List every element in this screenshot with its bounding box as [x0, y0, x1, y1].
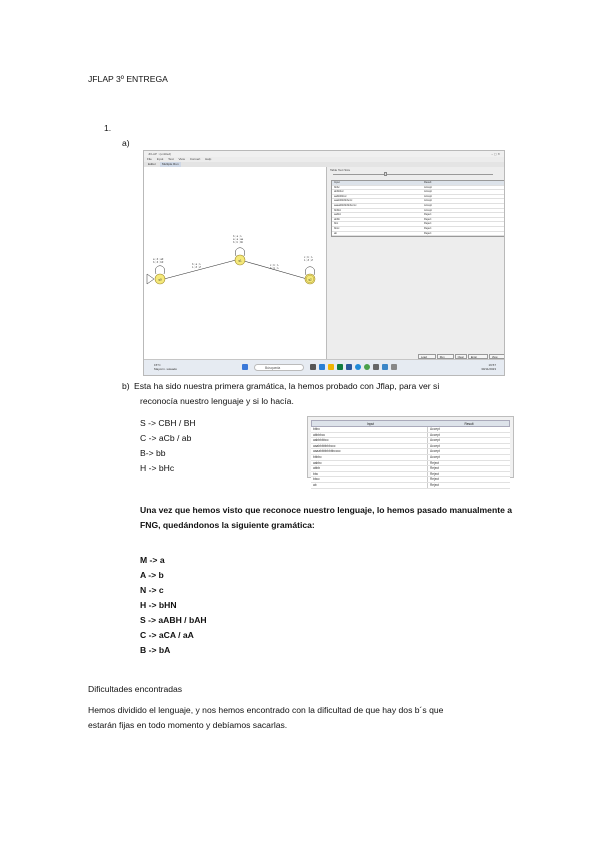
- jflap-screenshot: [143, 150, 505, 376]
- chrome-browser-icon[interactable]: [364, 364, 370, 370]
- results-header-input: Input: [366, 422, 375, 426]
- grammar1-rule: C -> aCb / ab: [140, 433, 192, 443]
- tab-multiple-run[interactable]: Multiple Run: [162, 162, 179, 166]
- difficulties-heading: Dificultades encontradas: [88, 684, 183, 694]
- edge-label-4: b ; b ; λ: [270, 267, 279, 270]
- sub-b-marker: b): [122, 381, 130, 391]
- table-row[interactable]: bbbc Accept: [332, 186, 504, 191]
- run-inputs-button[interactable]: Run: [437, 354, 454, 359]
- weather-desc: Mayorm. soleado: [154, 367, 178, 371]
- difficulties-line1: Hemos dividido el lenguaje, y nos hemos encontrado con la dificultad de que hay dos b´s que: [88, 705, 444, 715]
- clear-button[interactable]: Clear: [455, 354, 467, 359]
- table-row[interactable]: aabbc Reject: [332, 213, 504, 218]
- text-size-slider[interactable]: [333, 174, 493, 175]
- q0-loop-label-2: b ; Z ; bZ: [153, 261, 164, 264]
- menu-help[interactable]: Help: [205, 157, 212, 161]
- q1-loop-label-2: a ; a ; aa: [233, 238, 244, 241]
- grammar2-rule: M -> a: [140, 555, 165, 565]
- results-table-header: [311, 420, 510, 427]
- menu-view[interactable]: View: [178, 157, 185, 161]
- app-icon-2[interactable]: [337, 364, 343, 370]
- table-row[interactable]: ab Reject: [332, 232, 504, 237]
- multiple-run-panel: [327, 167, 505, 361]
- difficulties-line2: estarán fijas en todo momento y debíamos sacarlas.: [88, 720, 288, 730]
- clock-time: 19:57: [488, 363, 496, 367]
- q0-loop-label-1: a ; Z ; aZ: [153, 258, 164, 261]
- grammar2-rule: H -> bHN: [140, 600, 177, 610]
- automaton-diagram: [144, 167, 326, 361]
- fng-line1: Una vez que hemos visto que reconoce nuestro lenguaje, lo hemos pasado manualmente a: [140, 505, 513, 515]
- java-icon[interactable]: [382, 364, 388, 370]
- table-row[interactable]: aaabbbbbbbccc Accept: [332, 199, 504, 204]
- state-q2[interactable]: [305, 274, 315, 284]
- slider-knob[interactable]: [384, 172, 387, 176]
- window-title: JFLAP : (untitled): [148, 152, 172, 156]
- sub-b-line2: reconocía nuestro lenguaje y si lo hacía.: [140, 396, 294, 406]
- table-row: bbc Reject: [311, 472, 510, 478]
- menu-convert[interactable]: Convert: [189, 157, 201, 161]
- q2-loop-label-1: c ; b ; λ: [304, 256, 313, 259]
- item-number: 1.: [104, 123, 112, 133]
- edge-label-2: λ ; Z ; Z: [192, 266, 201, 269]
- results-table-image: [307, 416, 514, 487]
- table-row[interactable]: bbc Reject: [332, 222, 504, 227]
- header-result: Result: [424, 181, 432, 184]
- app-icon-3[interactable]: [373, 364, 379, 370]
- grammar2-rule: A -> b: [140, 570, 164, 580]
- state-q2-name: q2: [308, 277, 312, 282]
- load-inputs-button[interactable]: Load: [418, 354, 436, 359]
- grammar2-rule: C -> aCA / aA: [140, 630, 194, 640]
- table-row[interactable]: aaaabbbbbbbbcccc Accept: [332, 204, 504, 209]
- windows-taskbar: [144, 359, 504, 375]
- grammar1-rule: S -> CBH / BH: [140, 418, 196, 428]
- state-q1[interactable]: [235, 255, 245, 265]
- weather-widget[interactable]: [154, 363, 177, 371]
- folder-icon[interactable]: [328, 364, 334, 370]
- automaton-canvas[interactable]: [144, 167, 327, 361]
- table-row[interactable]: bbbbc Accept: [332, 209, 504, 214]
- table-row: bbcc Reject: [311, 477, 510, 483]
- enter-lambda-button[interactable]: Enter: [468, 354, 488, 359]
- menu-test[interactable]: Test: [168, 157, 174, 161]
- taskbar-clock[interactable]: [481, 363, 496, 371]
- grammar1-rule: H -> bHc: [140, 463, 175, 473]
- table-row: abbb Reject: [311, 466, 510, 472]
- clock-date: 30/11/2023: [481, 367, 496, 371]
- loop-q0: [155, 266, 164, 274]
- window-controls-icon[interactable]: – ▢ ✕: [491, 152, 500, 156]
- table-row: ab Reject: [311, 483, 510, 489]
- menu-input[interactable]: Input: [156, 157, 164, 161]
- edge-label-1: b ; a ; λ: [192, 263, 201, 266]
- edge-label-3: c ; b ; λ: [270, 264, 279, 267]
- edge-browser-icon[interactable]: [355, 364, 361, 370]
- table-row[interactable]: aabbbbbcc Accept: [332, 195, 504, 200]
- state-q0[interactable]: [155, 274, 165, 284]
- grammar2-rule: S -> aABH / bAH: [140, 615, 207, 625]
- state-q0-name: q0: [158, 277, 162, 282]
- taskbar-search[interactable]: Búsqueda: [254, 364, 304, 371]
- view-trace-button[interactable]: View: [489, 354, 505, 359]
- panel-title: Table Text Size: [330, 168, 351, 172]
- q1-loop-label-3: b ; b ; bb: [233, 241, 244, 244]
- table-row: bbbc Accept: [311, 427, 510, 433]
- inputs-table: [331, 180, 505, 237]
- grammar2-rule: N -> c: [140, 585, 164, 595]
- table-row: bbbbc Accept: [311, 455, 510, 461]
- start-icon[interactable]: [242, 364, 248, 370]
- menu-file[interactable]: File: [147, 157, 152, 161]
- weather-temp: 15°C: [154, 363, 161, 367]
- grammar2-rule: B -> bA: [140, 645, 171, 655]
- table-row: aabbc Reject: [311, 461, 510, 467]
- sub-a-marker: a): [122, 138, 130, 148]
- start-arrow-icon: [147, 274, 154, 284]
- results-header-result: Result: [464, 422, 474, 426]
- task-view-icon[interactable]: [310, 364, 316, 370]
- sub-b-line1: Esta ha sido nuestra primera gramática, la hemos probado con Jflap, para ver si: [134, 381, 440, 391]
- header-input: Input: [334, 181, 340, 184]
- app-icon-4[interactable]: [391, 364, 397, 370]
- grammar1-rule: B-> bb: [140, 448, 166, 458]
- word-icon[interactable]: [346, 364, 352, 370]
- table-row: aaaabbbbbbbbcccc Accept: [311, 449, 510, 455]
- tab-editor[interactable]: Editor: [148, 162, 156, 166]
- fng-line2: FNG, quedándonos la siguiente gramática:: [140, 520, 315, 530]
- q2-loop-label-2: λ ; Z ; Z: [304, 259, 313, 262]
- app-icon-1[interactable]: [319, 364, 325, 370]
- table-row: aaabbbbbbbccc Accept: [311, 444, 510, 450]
- table-row: aabbbbbcc Accept: [311, 438, 510, 444]
- table-row[interactable]: abbb Reject: [332, 218, 504, 223]
- q1-loop-label-1: b ; a ; λ: [233, 235, 242, 238]
- doc-title: JFLAP 3º ENTREGA: [88, 74, 168, 84]
- table-row: abbbbcc Accept: [311, 433, 510, 439]
- results-table-body: [311, 427, 510, 489]
- table-row[interactable]: abbbbcc Accept: [332, 190, 504, 195]
- table-row[interactable]: bbcc Reject: [332, 227, 504, 232]
- state-q1-name: q1: [238, 258, 242, 263]
